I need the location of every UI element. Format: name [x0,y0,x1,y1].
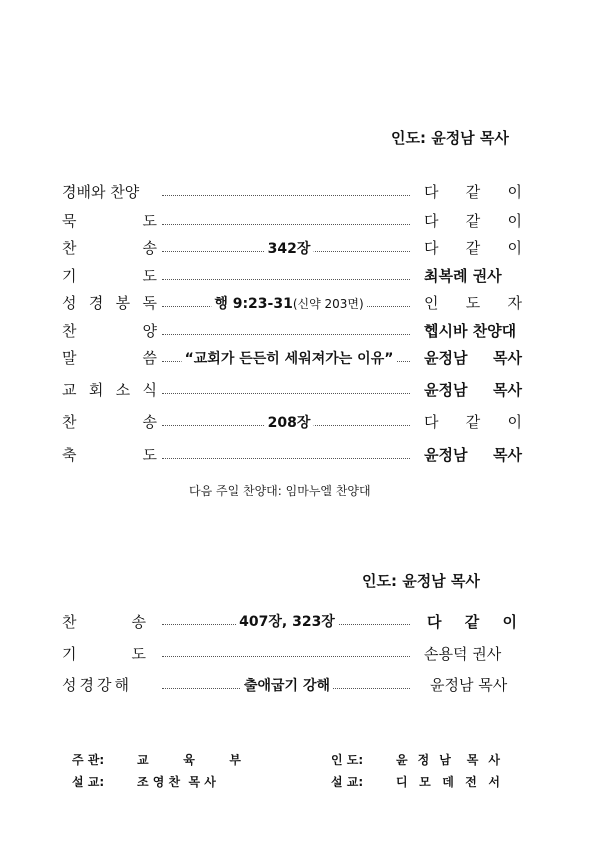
order-responsible: 윤정남 목사 [424,349,522,367]
dotted-leader [162,279,410,280]
footer-lead-value: 윤 정 남 목 사 [396,753,500,767]
footer-sermon-label: 설 교: [331,775,364,789]
dotted-leader [162,195,410,196]
hymn-number: 407장, 323장 [236,611,338,631]
order-responsible: 인 도 자 [424,294,522,312]
next-week-choir-note: 다음 주일 찬양대: 임마누엘 찬양대 [189,484,371,498]
service2-leader: 인도: 윤정남 목사 [362,572,480,590]
footer-host-label: 주 관: [72,753,105,767]
dotted-leader [162,393,410,394]
bible-study-title: 출애굽기 강해 [241,675,333,695]
order-responsible: 다 같 이 [424,183,522,201]
order-responsible: 윤정남 목사 [424,381,522,399]
footer-host-value: 교 육 부 [137,753,241,767]
order-responsible: 다 같 이 [424,239,522,257]
hymn-number: 342장 [265,238,314,258]
footer-preacher-value: 조 영 찬 목 사 [137,775,216,789]
order-label: 묵 도 [62,212,157,230]
order-responsible: 윤정남 목사 [430,676,508,694]
order-label: 찬 송 [62,613,146,631]
dotted-leader [162,656,410,657]
footer-lead-label: 인 도: [331,753,364,767]
order-label: 기 도 [62,267,157,285]
order-label: 말 씀 [62,349,157,367]
order-responsible: 다 같 이 [427,613,517,631]
order-label: 교 회 소 식 [62,381,157,399]
order-label: 성 경 봉 독 [62,294,157,312]
order-responsible: 다 같 이 [424,413,522,431]
dotted-leader [162,224,410,225]
order-label: 찬 송 [62,239,157,257]
footer-preacher-label: 설 교: [72,775,105,789]
hymn-number: 208장 [265,412,314,432]
dotted-leader [162,334,410,335]
order-label: 찬 송 [62,413,157,431]
sermon-title: “교회가 든든히 세워져가는 이유” [182,348,397,368]
order-label: 경배와 찬양 [62,183,140,201]
order-label: 축 도 [62,446,157,464]
dotted-leader [162,458,410,459]
scripture-reference: 행 9:23-31(신약 203면) [211,293,366,313]
order-label: 기 도 [62,645,146,663]
footer-sermon-book: 디 모 데 전 서 [396,775,500,789]
order-responsible: 손용덕 권사 [424,645,502,663]
order-responsible: 최복례 권사 [424,267,502,285]
order-responsible: 다 같 이 [424,212,522,230]
order-responsible: 헵시바 찬양대 [424,322,517,340]
order-responsible: 윤정남 목사 [424,446,522,464]
order-label: 성경강해 [62,676,132,694]
service1-leader: 인도: 윤정남 목사 [391,129,509,147]
order-label: 찬 양 [62,322,157,340]
